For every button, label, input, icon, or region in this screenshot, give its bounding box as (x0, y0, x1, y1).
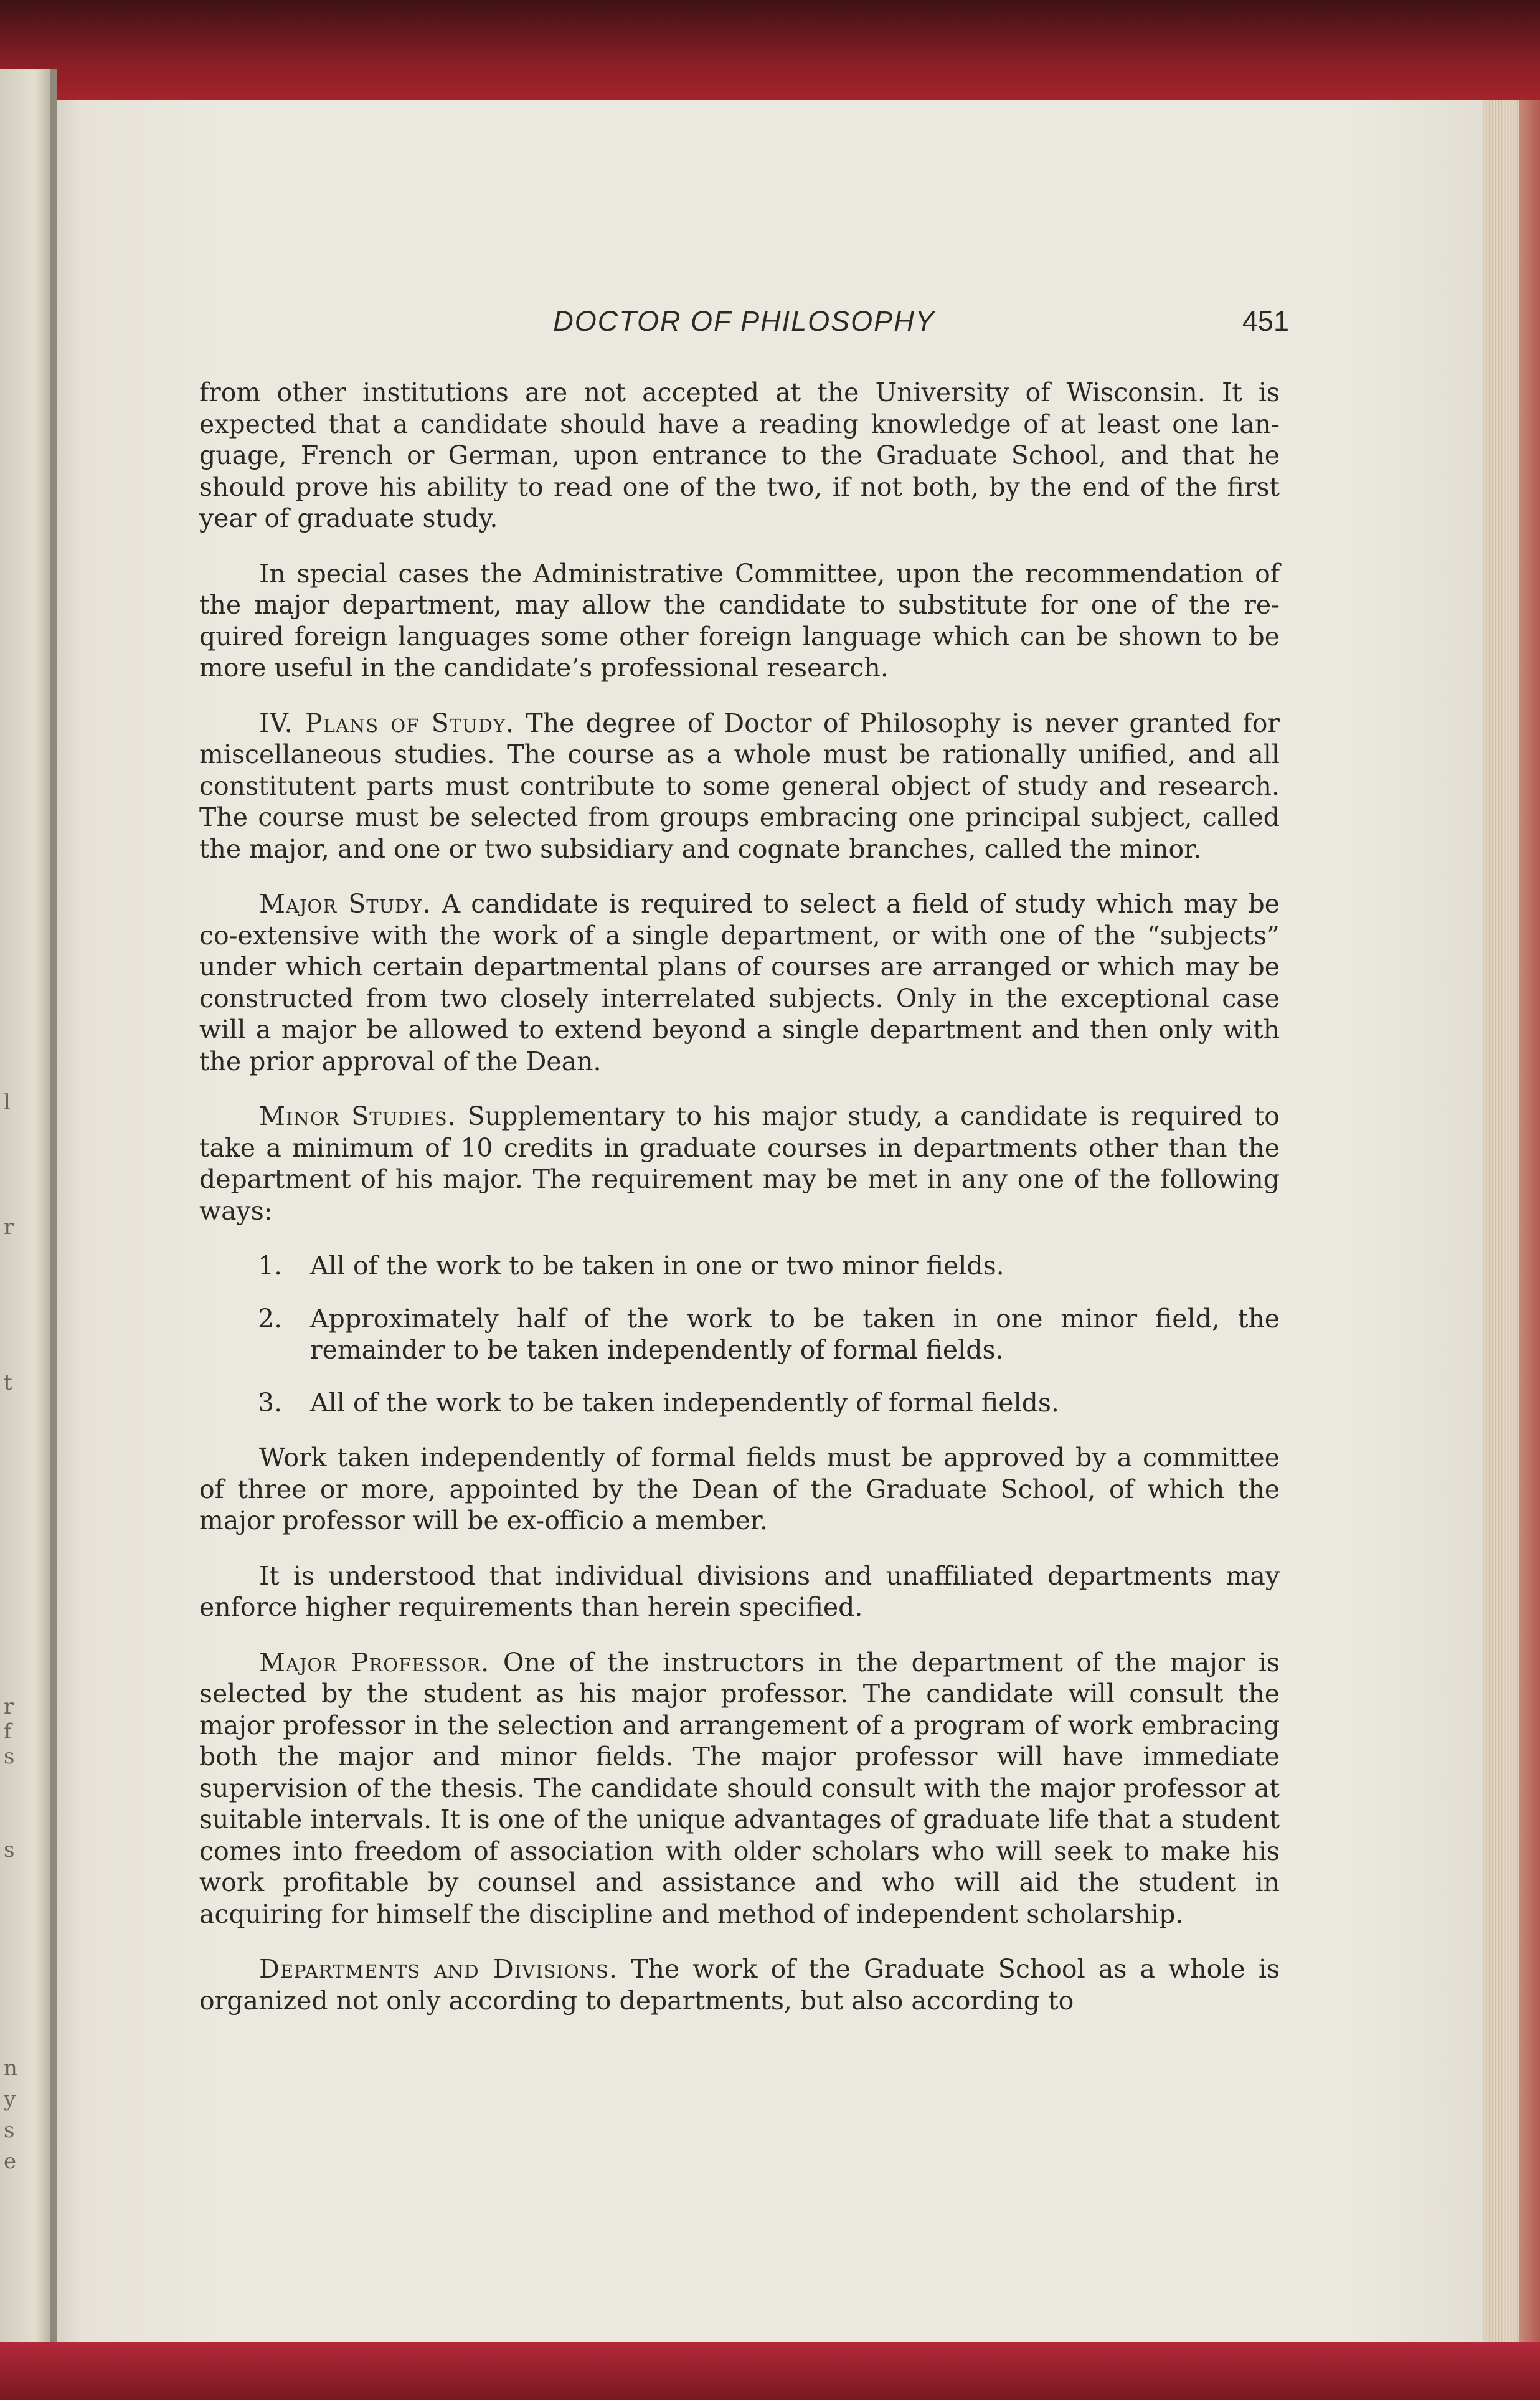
paragraph-text: The degree of Doctor of Philosophy is never granted for miscellaneous studies. The course as a whole must be rationally unified, and all constitutent parts must contribute to some general object of study and research. The course must be selected from groups embracing one principal subject, called the major, and one or two subsidiary and cognate branches, called the minor. (199, 708, 1280, 864)
list-item (199, 1250, 1280, 1282)
paragraph (199, 888, 1280, 1077)
left-page-fragment: s (4, 1838, 15, 1862)
left-page-fragment: e (4, 2149, 17, 2174)
left-page-fragment: f (4, 1719, 12, 1744)
section-heading: Major Professor. (259, 1647, 490, 1677)
list-number: 1. (258, 1251, 283, 1281)
left-page-fragment: r (4, 1215, 14, 1240)
book-cover-bottom (0, 2342, 1540, 2400)
paragraph-text: Supplementary to his major study, a candidate is required to take a minimum of 10 credits in graduate courses in departments other than the department of his major. The requirement may be met in any one of the following ways: (199, 1101, 1280, 1226)
list-item (199, 1387, 1280, 1419)
list-number: 3. (258, 1387, 283, 1418)
paragraph (199, 1101, 1280, 1226)
paragraph (199, 1953, 1280, 2016)
page-body (199, 377, 1280, 2040)
left-page-fragment: n (4, 2056, 17, 2080)
section-heading: Departments and Divisions. (259, 1954, 618, 1984)
left-page-fragment: s (4, 1744, 15, 1769)
book-cover-top (0, 0, 1540, 106)
list-text: All of the work to be taken in one or two minor fields. (310, 1251, 1004, 1281)
page-number: 451 (1242, 305, 1289, 337)
paragraph-text: The work of the Graduate School as a whole is organized not only according to departments, but also according to (199, 1954, 1280, 2016)
left-page-fragment: s (4, 2118, 15, 2143)
paragraph (199, 708, 1280, 865)
running-head: DOCTOR OF PHILOSOPHY (553, 305, 935, 337)
section-heading: Major Study. (259, 889, 432, 919)
page-header (199, 305, 1289, 349)
paragraph: In special cases the Administrative Committee, upon the recommendation of the major department, may allow the candidate to substitute for one of the required foreign languages some other foreign language which can be shown to be more useful in the candidate’s professional research. (199, 558, 1280, 683)
left-page-fragment: t (4, 1370, 12, 1395)
list-item (199, 1303, 1280, 1366)
paragraph-text: One of the instructors in the department of the major is selected by the student as his major professor. The candidate will consult the major professor in the selection and arrangement of a program of work embracing both the major and minor fields. The major professor will have immediate supervision of the thesis. The candidate should consult with the major professor at suitable intervals. It is one of the unique advantages of graduate life that a student comes into freedom of association with older scholars who will seek to make his work profitable by counsel and assistance and who will aid the student in acquiring for himself the discipline and method of independent scholarship. (199, 1647, 1280, 1929)
left-page-fragment: r (4, 1694, 14, 1719)
left-page-edge (0, 69, 50, 2348)
paragraph (199, 1647, 1280, 1930)
section-heading: Minor Studies. (259, 1101, 456, 1131)
list-text: All of the work to be taken independently of formal fields. (310, 1387, 1059, 1418)
paragraph: from other institutions are not accepted at the University of Wisconsin. It is expected that a candidate should have a reading knowledge of at least one language, French or German, upon entrance to the Graduate School, and that he should prove his ability to read one of the two, if not both, by the end of the first year of graduate study. (199, 377, 1280, 533)
section-heading: IV. Plans of Study. (259, 708, 514, 738)
list-number: 2. (258, 1303, 283, 1334)
left-page-fragment: l (4, 1090, 11, 1115)
paragraph: It is understood that individual divisions and unaffiliated departments may enforce higher requirements than herein specified. (199, 1560, 1280, 1622)
left-page-fragment: y (4, 2087, 16, 2112)
paragraph-text: A candidate is required to select a field of study which may be co-extensive with the work of a single department, or with one of the “subjects” under which certain departmental plans of courses are arranged or which may be constructed from two closely interrelated subjects. Only in the exceptional case will a major be allowed to extend beyond a single department and then only with the prior approval of the Dean. (199, 889, 1280, 1076)
list-text: Approximately half of the work to be taken in one minor field, the remainder to be taken independently of formal fields. (310, 1303, 1280, 1365)
minor-options-list (199, 1250, 1280, 1418)
paragraph: Work taken independently of formal fields must be approved by a committee of three or more, appointed by the Dean of the Graduate School, of which the major professor will be ex-officio a member. (199, 1443, 1280, 1535)
page-edge-red (1519, 100, 1540, 2348)
book-gutter (50, 69, 57, 2348)
